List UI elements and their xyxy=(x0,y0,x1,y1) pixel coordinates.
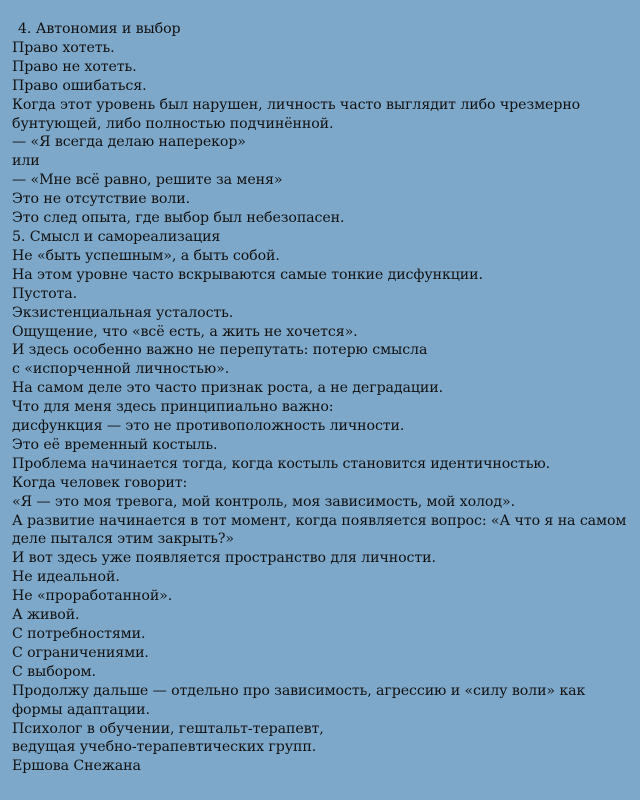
text-line: деле пытался этим закрыть?» xyxy=(12,531,234,548)
document-text xyxy=(12,20,636,776)
text-line: Это след опыта, где выбор был небезопасен. xyxy=(12,210,345,227)
text-line: или xyxy=(12,153,40,170)
text-line: С ограничениями. xyxy=(12,644,149,661)
text-line: — «Я всегда делаю наперекор» xyxy=(12,134,246,151)
text-line: Не идеальной. xyxy=(12,569,120,586)
text-line: С потребностями. xyxy=(12,626,146,642)
text-line: Это её временный костыль. xyxy=(12,436,218,453)
text-line: Право не хотеть. xyxy=(12,58,137,75)
text-line: Это не отсутствие воли. xyxy=(12,191,191,208)
text-line: Ощущение, что «всё есть, а жить не хочется». xyxy=(12,323,358,340)
text-line: Не «быть успешным», а быть собой. xyxy=(12,247,280,264)
text-line: Продолжу дальше — отдельно про зависимость, агрессию и «силу воли» как xyxy=(12,682,586,699)
section-heading-meaning: 5. Смысл и самореализация xyxy=(12,228,221,245)
text-line: бунтующей, либо полностью подчинённой. xyxy=(12,115,334,132)
author-role-line: Психолог в обучении, гештальт-терапевт, xyxy=(12,720,324,737)
text-line: «Я — это моя тревога, мой контроль, моя зависимость, мой холод». xyxy=(12,493,515,510)
text-line: На этом уровне часто вскрываются самые тонкие дисфункции. xyxy=(12,266,483,283)
text-line: Когда человек говорит: xyxy=(12,474,188,491)
text-line: формы адаптации. xyxy=(12,701,150,718)
text-line: Когда этот уровень был нарушен, личность часто выглядит либо чрезмерно xyxy=(12,96,581,113)
text-line: И вот здесь уже появляется пространство для личности. xyxy=(12,550,436,567)
author-role-line: ведущая учебно-терапевтических групп. xyxy=(12,739,317,756)
section-heading-autonomy: 4. Автономия и выбор xyxy=(18,21,181,37)
text-line: И здесь особенно важно не перепутать: потерю смысла xyxy=(12,342,428,359)
text-line: На самом деле это часто признак роста, а не деградации. xyxy=(12,380,444,397)
author-name: Ершова Снежана xyxy=(12,758,141,775)
text-line: — «Мне всё равно, решите за меня» xyxy=(12,172,283,189)
text-line: Не «проработанной». xyxy=(12,588,173,605)
text-line: А развитие начинается в тот момент, когда появляется вопрос: «А что я на самом xyxy=(12,512,627,529)
text-line: Проблема начинается тогда, когда костыль становится идентичностью. xyxy=(12,455,551,472)
text-line: Право ошибаться. xyxy=(12,77,147,94)
text-line: Право хотеть. xyxy=(12,39,115,56)
text-line: А живой. xyxy=(12,607,80,624)
text-line: Экзистенциальная усталость. xyxy=(12,304,234,321)
text-line: С выбором. xyxy=(12,663,96,680)
text-line: дисфункция — это не противоположность личности. xyxy=(12,418,405,435)
text-line: с «испорченной личностью». xyxy=(12,361,230,378)
text-line: Что для меня здесь принципиально важно: xyxy=(12,399,334,416)
text-line: Пустота. xyxy=(12,285,78,302)
